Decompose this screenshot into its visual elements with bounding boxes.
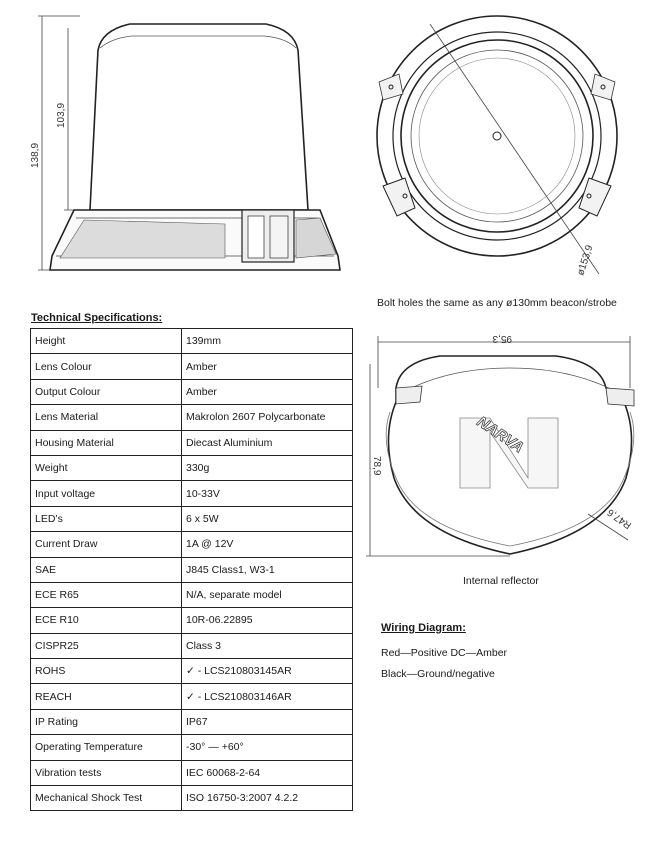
spec-value: ISO 16750-3:2007 4.2.2 (182, 786, 353, 811)
reflector-drawing (360, 328, 650, 568)
spec-label: IP Rating (31, 709, 182, 734)
table-row (31, 532, 353, 557)
spec-label: Weight (31, 455, 182, 480)
reflector-radius-dimension: R47,6 (605, 506, 634, 531)
spec-value: ✓ - LCS210803145AR (182, 659, 353, 684)
table-row (31, 735, 353, 760)
spec-value: IEC 60068-2-64 (182, 760, 353, 785)
internal-reflector-caption: Internal reflector (463, 575, 539, 587)
spec-value: 10-33V (182, 481, 353, 506)
reflector-height-dimension: 78,9 (371, 456, 382, 476)
technical-specifications-heading: Technical Specifications: (31, 312, 163, 324)
spec-value: -30° — +60° (182, 735, 353, 760)
spec-label: SAE (31, 557, 182, 582)
spec-label: Current Draw (31, 532, 182, 557)
table-row (31, 684, 353, 709)
table-row (31, 481, 353, 506)
table-row (31, 405, 353, 430)
top-view-drawing (375, 12, 640, 292)
table-row (31, 455, 353, 480)
spec-label: ECE R65 (31, 582, 182, 607)
spec-label: ECE R10 (31, 608, 182, 633)
narva-logo-text: NARVA (473, 413, 527, 457)
spec-label: Height (31, 329, 182, 354)
table-row (31, 608, 353, 633)
spec-value: Diecast Aluminium (182, 430, 353, 455)
spec-value: 6 x 5W (182, 506, 353, 531)
spec-label: ROHS (31, 659, 182, 684)
spec-label: Housing Material (31, 430, 182, 455)
table-row (31, 786, 353, 811)
table-row (31, 379, 353, 404)
table-row (31, 557, 353, 582)
table-row (31, 506, 353, 531)
spec-label: Mechanical Shock Test (31, 786, 182, 811)
spec-value: Amber (182, 379, 353, 404)
spec-label: Output Colour (31, 379, 182, 404)
reflector-width-dimension: 95,3 (492, 333, 512, 344)
spec-label: Vibration tests (31, 760, 182, 785)
spec-value: Class 3 (182, 633, 353, 658)
table-row (31, 760, 353, 785)
lens-height-dimension: 103,9 (56, 102, 67, 128)
table-row (31, 354, 353, 379)
table-row (31, 582, 353, 607)
table-row (31, 329, 353, 354)
side-view-drawing (20, 8, 350, 278)
spec-value: Amber (182, 354, 353, 379)
spec-value: 1A @ 12V (182, 532, 353, 557)
spec-label: Input voltage (31, 481, 182, 506)
spec-value: 139mm (182, 329, 353, 354)
wiring-line-red: Red—Positive DC—Amber (381, 647, 508, 659)
spec-value: 10R-06.22895 (182, 608, 353, 633)
table-row (31, 709, 353, 734)
bolt-holes-caption: Bolt holes the same as any ø130mm beacon/strobe (377, 297, 617, 309)
spec-value: Makrolon 2607 Polycarbonate (182, 405, 353, 430)
table-row (31, 430, 353, 455)
spec-value: J845 Class1, W3-1 (182, 557, 353, 582)
spec-label: LED’s (31, 506, 182, 531)
technical-specifications-table (30, 328, 353, 811)
diameter-dimension: ø153,9 (575, 243, 596, 277)
spec-label: CISPR25 (31, 633, 182, 658)
spec-value: ✓ - LCS210803146AR (182, 684, 353, 709)
spec-label: Lens Colour (31, 354, 182, 379)
wiring-line-black: Black—Ground/negative (381, 668, 495, 680)
spec-label: Operating Temperature (31, 735, 182, 760)
table-row (31, 659, 353, 684)
spec-label: REACH (31, 684, 182, 709)
spec-value: 330g (182, 455, 353, 480)
overall-height-dimension: 138,9 (30, 142, 41, 168)
spec-value: N/A, separate model (182, 582, 353, 607)
spec-value: IP67 (182, 709, 353, 734)
spec-label: Lens Material (31, 405, 182, 430)
table-row (31, 633, 353, 658)
wiring-diagram-heading: Wiring Diagram: (381, 622, 466, 634)
